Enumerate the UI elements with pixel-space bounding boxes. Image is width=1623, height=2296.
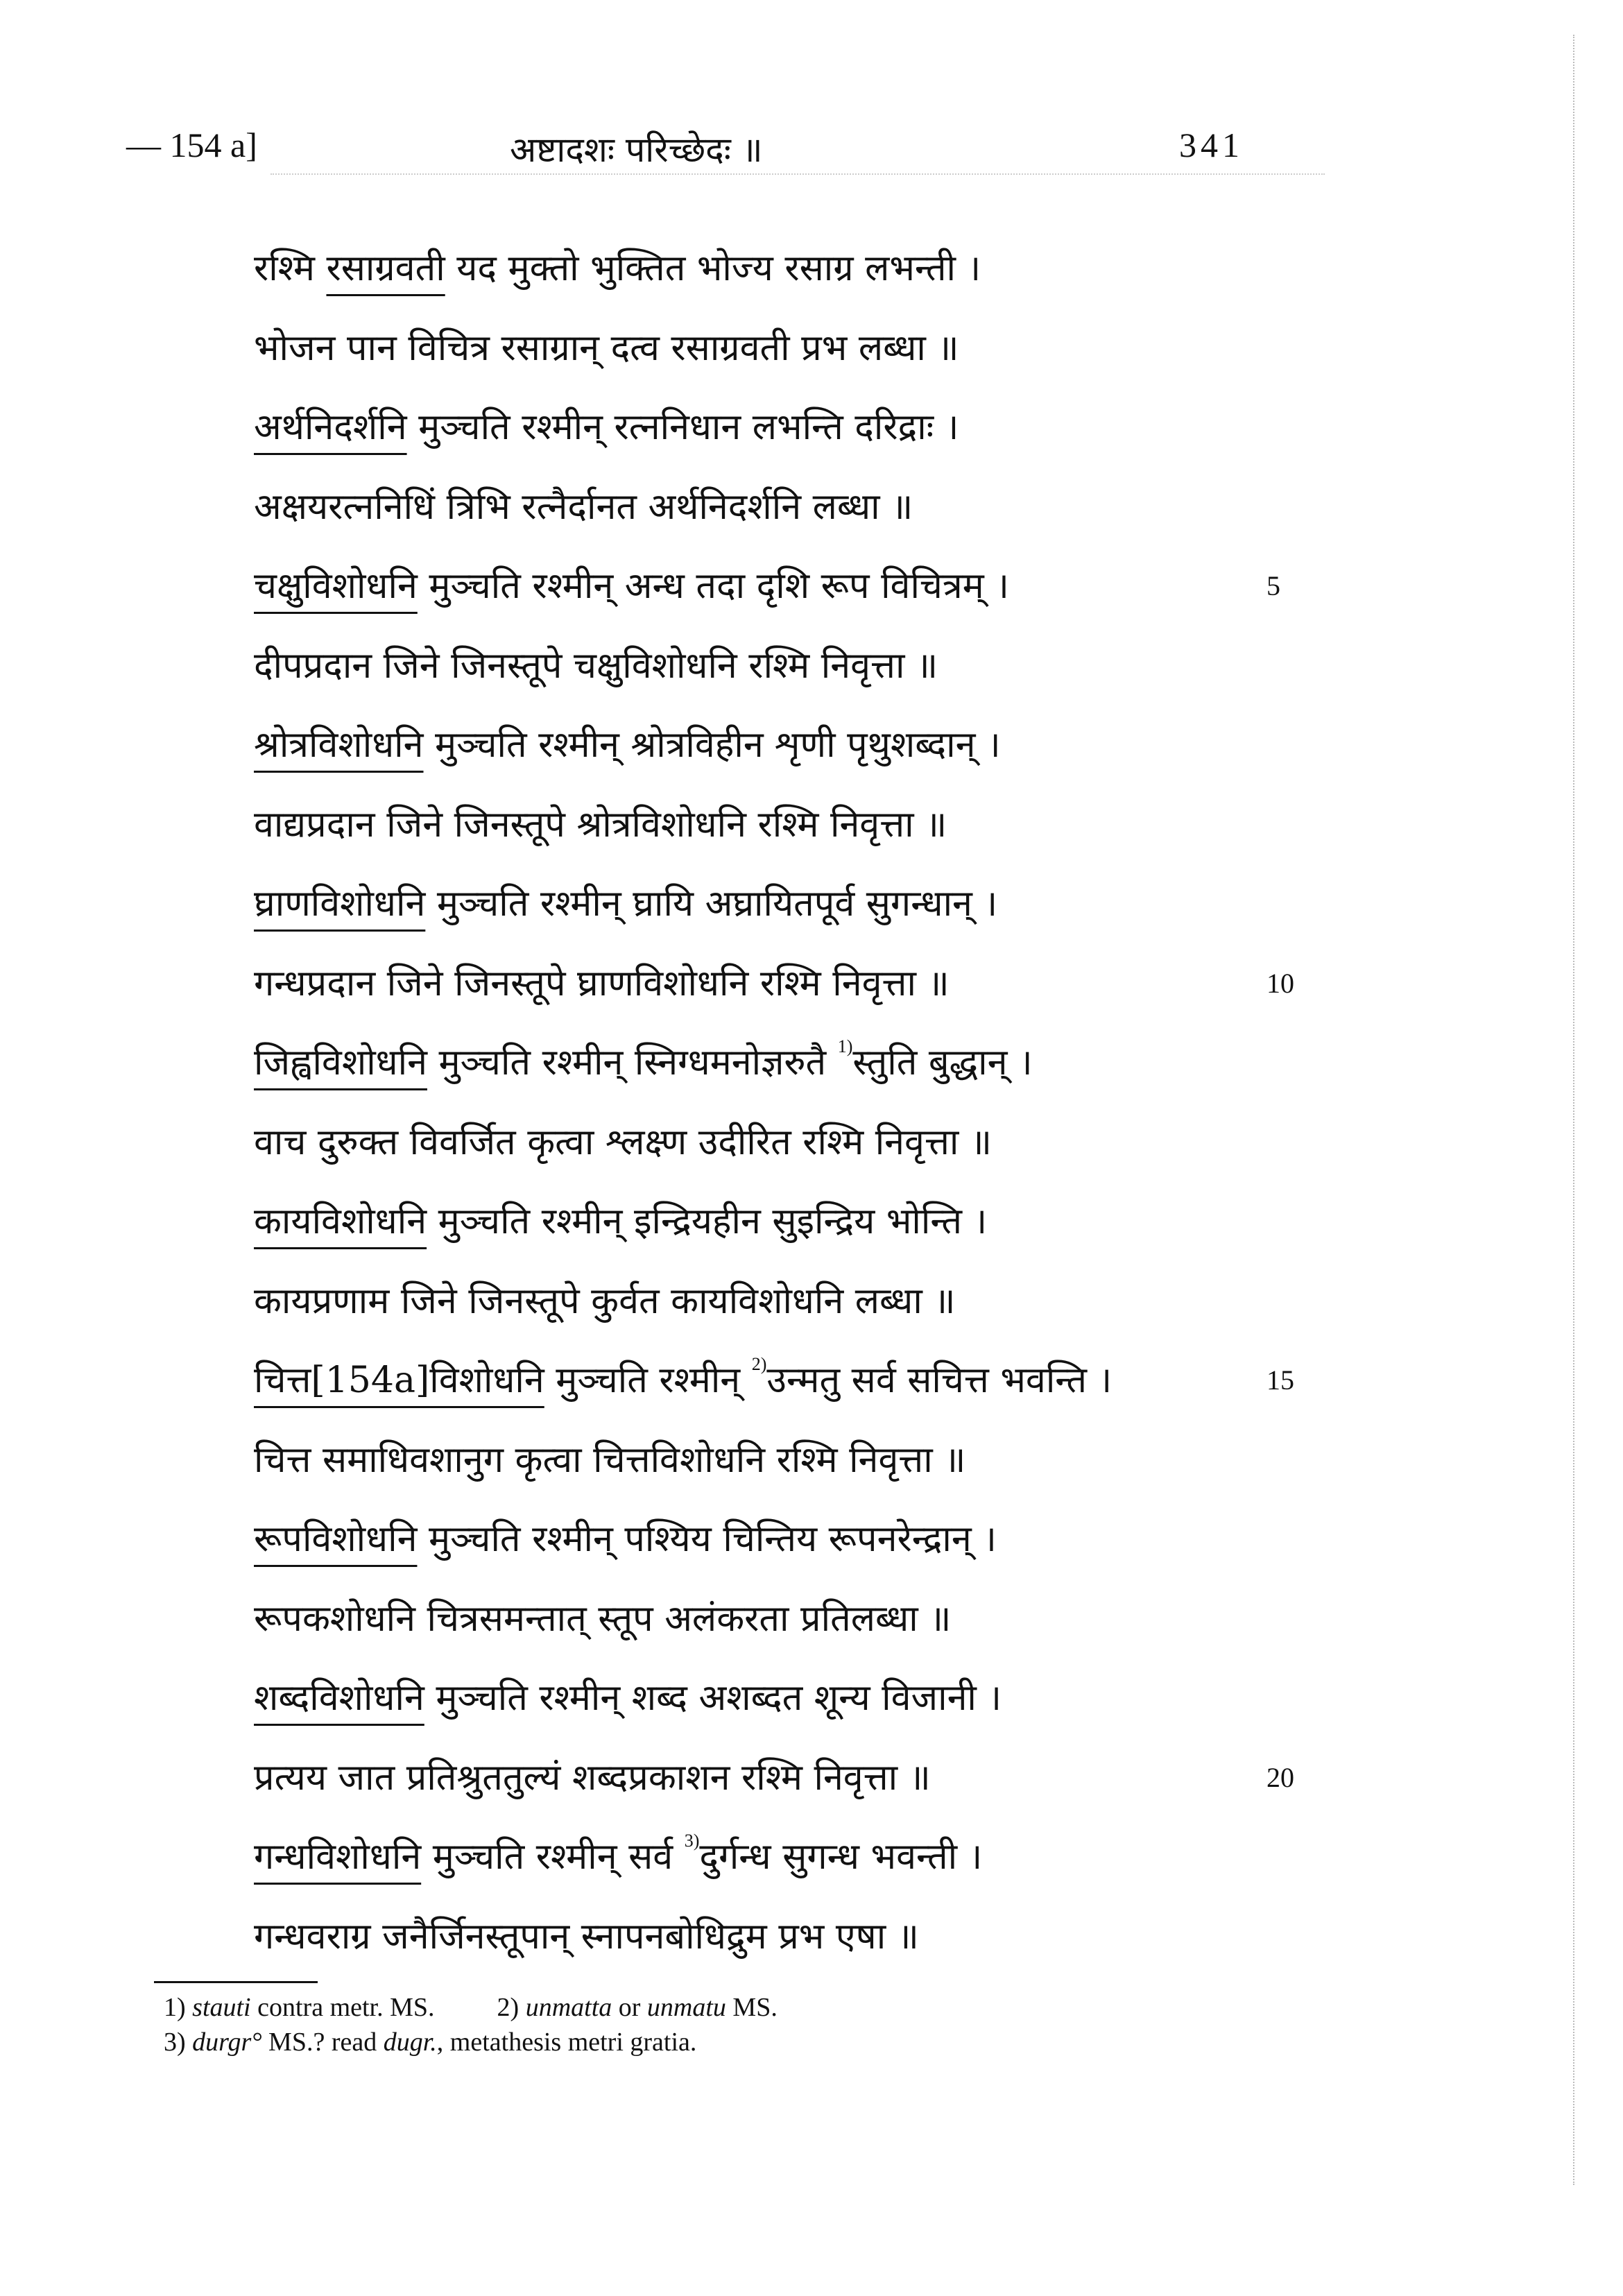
verse-line [254, 1579, 1433, 1659]
chapter-title: अष्टादशः परिच्छेदः ॥ [510, 130, 763, 170]
verse-line [254, 547, 1433, 626]
ray-name: रूपविशोधनि [254, 1518, 418, 1560]
line-text: मुञ्चति रश्मीन् अन्ध तदा दृशि रूप विचित्रम् । [417, 565, 1009, 607]
line-text: वाच दुरुक्त विवर्जित कृत्वा श्लक्ष्ण उदीरित रश्मि निवृत्ता ॥ [254, 1121, 993, 1163]
verse-line [254, 1262, 1433, 1342]
line-text: दुर्गन्ध सुगन्ध भवन्ती । [699, 1836, 983, 1878]
line-number: 10 [1266, 967, 1294, 999]
verse-line [254, 1897, 1433, 1977]
line-number: 5 [1266, 570, 1280, 601]
ray-name: घ्राणविशोधनि [254, 883, 426, 925]
line-text: गन्धवराग्र जनैर्जिनस्तूपान् स्नापनबोधिद्रुम प्रभ एषा ॥ [254, 1915, 919, 1957]
line-text: रूपकशोधनि चित्रसमन्तात् स्तूप अलंकरता प्रतिलब्धा ॥ [254, 1597, 952, 1640]
line-text: मुञ्चति रश्मीन् स्निग्धमनोज्ञरुतै [427, 1042, 838, 1083]
footnote-label: 1) [164, 1993, 186, 2022]
scan-edge [1573, 35, 1574, 2185]
footnote-line [164, 2027, 696, 2057]
verse-line [254, 1817, 1433, 1897]
line-text: दीपप्रदान जिने जिनस्तूपे चक्षुविशोधनि रश्मि निवृत्ता ॥ [254, 644, 938, 687]
line-text: मुञ्चति रश्मीन् शब्द अशब्दत शून्य विजानी । [424, 1677, 1002, 1719]
ray-name: चक्षुविशोधनि [254, 565, 418, 607]
footnote-ref: 3) [684, 1831, 700, 1851]
verse-line [254, 785, 1433, 865]
line-text: मुञ्चति रश्मीन् श्रोत्रविहीन शृणी पृथुशब्दान् । [423, 724, 1001, 766]
verse-line [254, 1659, 1433, 1738]
ray-name: रसाग्रवती [326, 248, 445, 289]
footnote-text: , metathesis metri gratia. [436, 2028, 697, 2057]
verse-line [254, 944, 1433, 1024]
line-text: अक्षयरत्ननिधिं त्रिभि रत्नैर्दानत अर्थनिदर्शनि लब्धा ॥ [254, 486, 913, 528]
verse-line [254, 1738, 1433, 1818]
verse-line [254, 1023, 1433, 1103]
footnote-term: stauti [192, 1993, 251, 2022]
verse-line [254, 229, 1433, 309]
footnote-line [164, 1992, 778, 2023]
verse-line [254, 1500, 1433, 1579]
line-number: 15 [1266, 1364, 1294, 1396]
line-text: भोजन पान विचित्र रसाग्रान् दत्व रसाग्रवती प्रभ लब्धा ॥ [254, 327, 959, 369]
footnote-term: unmatta [525, 1993, 612, 2022]
verse-line [254, 388, 1433, 468]
page-number: 341 [1179, 126, 1244, 164]
footnote-label: 3) [164, 2028, 186, 2057]
line-text: वाद्यप्रदान जिने जिनस्तूपे श्रोत्रविशोधनि रश्मि निवृत्ता ॥ [254, 803, 947, 846]
verse-line [254, 705, 1433, 785]
line-text: मुञ्चति रश्मीन् [544, 1360, 752, 1401]
ray-name: जिह्वविशोधनि [254, 1042, 427, 1083]
ray-name: शब्दविशोधनि [254, 1677, 424, 1719]
line-text: चित्त समाधिवशानुग कृत्वा चित्तविशोधनि रश्मि निवृत्ता ॥ [254, 1439, 966, 1481]
verse-line [254, 626, 1433, 706]
line-text: मुञ्चति रश्मीन् रत्ननिधान लभन्ति दरिद्राः । [406, 406, 959, 448]
line-number: 20 [1266, 1761, 1294, 1793]
verse-line [254, 864, 1433, 944]
line-text: प्रत्यय जात प्रतिश्रुततुल्यं शब्दप्रकाशन रश्मि निवृत्ता ॥ [254, 1756, 931, 1799]
footnote-text: MS. [725, 1993, 778, 2022]
line-text: मुञ्चति रश्मीन् पश्यिय चिन्तिय रूपनरेन्द्रान् । [417, 1518, 997, 1560]
footnote-term: durgr° [192, 2028, 262, 2057]
ray-name: चित्त[154a]विशोधनि [254, 1360, 544, 1401]
ray-name: गन्धविशोधनि [254, 1836, 422, 1878]
line-text: स्तुति बुद्धान् । [852, 1042, 1033, 1083]
footnote-ref: 2) [751, 1354, 767, 1374]
verse-line [254, 1341, 1433, 1421]
footnote-ref: 1) [837, 1036, 853, 1056]
verse-line [254, 1103, 1433, 1183]
header-folio-ref: — 154 a] [126, 126, 257, 164]
footnote-text: or [612, 1993, 647, 2022]
ray-name: अर्थनिदर्शनि [254, 406, 407, 448]
verse-line [254, 468, 1433, 547]
line-text: कायप्रणाम जिने जिनस्तूपे कुर्वत कायविशोधनि लब्धा ॥ [254, 1280, 956, 1322]
line-text: उन्मतु सर्व सचित्त भवन्ति । [766, 1360, 1113, 1401]
footnote-text: contra metr. MS. [250, 1993, 435, 2022]
line-text: मुञ्चति रश्मीन् सर्व [421, 1836, 685, 1878]
line-text: मुञ्चति रश्मीन् इन्द्रियहीन सुइन्द्रिय भोन्ति । [427, 1201, 988, 1242]
header-divider [270, 173, 1325, 175]
verse-line [254, 1421, 1433, 1500]
verse-line [254, 1182, 1433, 1262]
footnote-rule [154, 1981, 318, 1983]
line-text: रश्मि [254, 248, 327, 289]
footnote-text: MS.? read [261, 2028, 384, 2057]
line-text: यद मुक्तो भुक्तित भोज्य रसाग्र लभन्ती । [445, 248, 981, 289]
footnote-term: unmatu [646, 1993, 726, 2022]
footnote-label: 2) [497, 1993, 519, 2022]
ray-name: कायविशोधनि [254, 1201, 427, 1242]
line-text: गन्धप्रदान जिने जिनस्तूपे घ्राणविशोधनि रश्मि निवृत्ता ॥ [254, 962, 950, 1004]
ray-name: श्रोत्रविशोधनि [254, 724, 424, 766]
line-text: मुञ्चति रश्मीन् घ्रायि अघ्रायितपूर्व सुगन्धान् । [425, 883, 998, 925]
verse-line [254, 309, 1433, 388]
verse-text [254, 229, 1433, 1976]
footnote-term: dugr. [383, 2028, 437, 2057]
